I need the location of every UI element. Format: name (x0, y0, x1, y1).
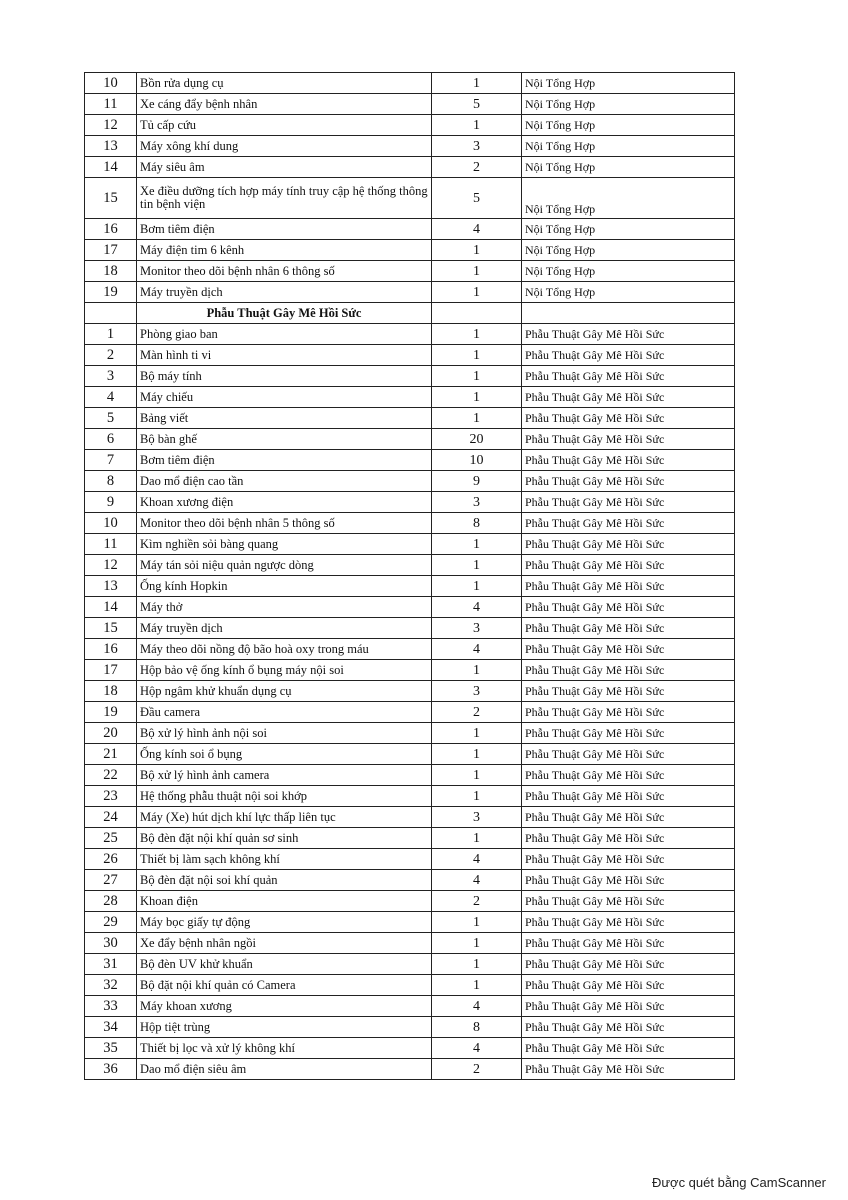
quantity-cell: 1 (432, 387, 522, 408)
row-number-cell: 13 (85, 576, 137, 597)
table-row (85, 345, 735, 366)
equipment-name-cell: Bảng viết (137, 408, 432, 429)
quantity-cell: 1 (432, 912, 522, 933)
department-cell: Phẫu Thuật Gây Mê Hồi Sức (522, 849, 735, 870)
table-row (85, 912, 735, 933)
equipment-name-cell: Bộ đèn đặt nội soi khí quản (137, 870, 432, 891)
table-row (85, 157, 735, 178)
row-number-cell: 17 (85, 660, 137, 681)
equipment-name-cell: Bộ bàn ghế (137, 429, 432, 450)
department-cell: Phẫu Thuật Gây Mê Hồi Sức (522, 1059, 735, 1080)
equipment-name-cell: Máy siêu âm (137, 157, 432, 178)
table-row (85, 513, 735, 534)
row-number-cell: 19 (85, 282, 137, 303)
equipment-name-cell: Thiết bị làm sạch không khí (137, 849, 432, 870)
table-row (85, 219, 735, 240)
quantity-cell: 8 (432, 1017, 522, 1038)
row-number-cell: 35 (85, 1038, 137, 1059)
department-cell: Phẫu Thuật Gây Mê Hồi Sức (522, 555, 735, 576)
table-row (85, 891, 735, 912)
equipment-name-cell: Dao mổ điện cao tần (137, 471, 432, 492)
department-cell: Nội Tổng Hợp (522, 219, 735, 240)
table-row (85, 136, 735, 157)
quantity-cell: 1 (432, 576, 522, 597)
equipment-name-cell: Hệ thống phẫu thuật nội soi khớp (137, 786, 432, 807)
row-number-cell: 16 (85, 639, 137, 660)
row-number-cell: 21 (85, 744, 137, 765)
row-number-cell: 14 (85, 157, 137, 178)
quantity-cell: 1 (432, 345, 522, 366)
equipment-name-cell: Tủ cấp cứu (137, 115, 432, 136)
table-row (85, 282, 735, 303)
department-cell: Phẫu Thuật Gây Mê Hồi Sức (522, 828, 735, 849)
table-row (85, 744, 735, 765)
department-cell: Phẫu Thuật Gây Mê Hồi Sức (522, 324, 735, 345)
quantity-cell: 1 (432, 408, 522, 429)
quantity-cell: 1 (432, 115, 522, 136)
row-number-cell: 12 (85, 555, 137, 576)
table-row (85, 723, 735, 744)
equipment-name-cell: Bồn rửa dụng cụ (137, 73, 432, 94)
quantity-cell: 2 (432, 157, 522, 178)
department-cell: Phẫu Thuật Gây Mê Hồi Sức (522, 639, 735, 660)
row-number-cell: 7 (85, 450, 137, 471)
department-cell: Nội Tổng Hợp (522, 115, 735, 136)
quantity-cell: 4 (432, 849, 522, 870)
quantity-cell: 3 (432, 618, 522, 639)
quantity-cell: 4 (432, 996, 522, 1017)
row-number-cell: 20 (85, 723, 137, 744)
department-cell: Phẫu Thuật Gây Mê Hồi Sức (522, 618, 735, 639)
table-row (85, 387, 735, 408)
row-number-cell: 12 (85, 115, 137, 136)
department-cell: Phẫu Thuật Gây Mê Hồi Sức (522, 576, 735, 597)
quantity-cell: 4 (432, 870, 522, 891)
department-cell: Phẫu Thuật Gây Mê Hồi Sức (522, 450, 735, 471)
row-number-cell: 15 (85, 618, 137, 639)
row-number-cell: 14 (85, 597, 137, 618)
equipment-name-cell: Phòng giao ban (137, 324, 432, 345)
department-cell: Phẫu Thuật Gây Mê Hồi Sức (522, 870, 735, 891)
department-cell: Phẫu Thuật Gây Mê Hồi Sức (522, 660, 735, 681)
quantity-cell: 1 (432, 660, 522, 681)
quantity-cell: 1 (432, 954, 522, 975)
quantity-cell: 2 (432, 702, 522, 723)
table-row (85, 1059, 735, 1080)
equipment-name-cell: Bộ đèn UV khử khuẩn (137, 954, 432, 975)
equipment-table-body (85, 73, 735, 1080)
table-row (85, 765, 735, 786)
equipment-name-cell: Bộ xử lý hình ảnh camera (137, 765, 432, 786)
table-row (85, 73, 735, 94)
row-number-cell: 15 (85, 178, 137, 219)
table-row (85, 1038, 735, 1059)
department-cell: Phẫu Thuật Gây Mê Hồi Sức (522, 387, 735, 408)
table-row (85, 849, 735, 870)
row-number-cell: 32 (85, 975, 137, 996)
quantity-cell: 3 (432, 492, 522, 513)
table-row (85, 261, 735, 282)
equipment-name-cell: Đầu camera (137, 702, 432, 723)
row-number-cell: 16 (85, 219, 137, 240)
equipment-name-cell: Ống kính Hopkin (137, 576, 432, 597)
department-cell: Nội Tổng Hợp (522, 178, 735, 219)
department-cell: Phẫu Thuật Gây Mê Hồi Sức (522, 786, 735, 807)
table-row (85, 1017, 735, 1038)
department-cell: Phẫu Thuật Gây Mê Hồi Sức (522, 513, 735, 534)
row-number-cell: 3 (85, 366, 137, 387)
quantity-cell: 10 (432, 450, 522, 471)
equipment-name-cell: Xe điều dưỡng tích hợp máy tính truy cập hệ thống thông tin bệnh viện (137, 178, 432, 219)
department-cell: Nội Tổng Hợp (522, 261, 735, 282)
equipment-name-cell: Màn hình ti vi (137, 345, 432, 366)
equipment-name-cell: Bơm tiêm điện (137, 219, 432, 240)
row-number-cell: 13 (85, 136, 137, 157)
equipment-name-cell: Xe cáng đẩy bệnh nhân (137, 94, 432, 115)
row-number-cell: 26 (85, 849, 137, 870)
equipment-name-cell: Phẫu Thuật Gây Mê Hồi Sức (137, 303, 432, 324)
department-cell: Phẫu Thuật Gây Mê Hồi Sức (522, 681, 735, 702)
equipment-name-cell: Máy thở (137, 597, 432, 618)
camscanner-watermark: Được quét bằng CamScanner (651, 1175, 826, 1190)
table-row (85, 702, 735, 723)
equipment-name-cell: Hộp ngâm khử khuẩn dụng cụ (137, 681, 432, 702)
row-number-cell: 25 (85, 828, 137, 849)
quantity-cell: 1 (432, 828, 522, 849)
quantity-cell: 1 (432, 73, 522, 94)
equipment-name-cell: Thiết bị lọc và xử lý không khí (137, 1038, 432, 1059)
equipment-name-cell: Kìm nghiền sỏi bàng quang (137, 534, 432, 555)
row-number-cell: 4 (85, 387, 137, 408)
department-cell: Nội Tổng Hợp (522, 282, 735, 303)
department-cell: Phẫu Thuật Gây Mê Hồi Sức (522, 807, 735, 828)
row-number-cell: 31 (85, 954, 137, 975)
row-number-cell: 6 (85, 429, 137, 450)
table-row (85, 576, 735, 597)
table-row (85, 471, 735, 492)
row-number-cell: 10 (85, 513, 137, 534)
department-cell: Phẫu Thuật Gây Mê Hồi Sức (522, 471, 735, 492)
department-cell: Phẫu Thuật Gây Mê Hồi Sức (522, 408, 735, 429)
quantity-cell: 3 (432, 136, 522, 157)
equipment-name-cell: Máy điện tim 6 kênh (137, 240, 432, 261)
quantity-cell: 5 (432, 94, 522, 115)
quantity-cell: 1 (432, 723, 522, 744)
row-number-cell: 2 (85, 345, 137, 366)
quantity-cell: 3 (432, 681, 522, 702)
table-row (85, 828, 735, 849)
row-number-cell: 27 (85, 870, 137, 891)
quantity-cell: 1 (432, 324, 522, 345)
equipment-table (84, 72, 735, 1080)
table-row (85, 975, 735, 996)
table-row (85, 240, 735, 261)
table-row (85, 786, 735, 807)
quantity-cell: 4 (432, 1038, 522, 1059)
row-number-cell: 11 (85, 94, 137, 115)
quantity-cell: 1 (432, 786, 522, 807)
quantity-cell: 2 (432, 1059, 522, 1080)
equipment-name-cell: Máy truyền dịch (137, 282, 432, 303)
quantity-cell: 5 (432, 178, 522, 219)
table-row (85, 660, 735, 681)
department-cell: Phẫu Thuật Gây Mê Hồi Sức (522, 765, 735, 786)
row-number-cell: 34 (85, 1017, 137, 1038)
department-cell (522, 303, 735, 324)
quantity-cell: 1 (432, 261, 522, 282)
equipment-name-cell: Máy tán sỏi niệu quản ngược dòng (137, 555, 432, 576)
table-row (85, 450, 735, 471)
equipment-name-cell: Xe đẩy bệnh nhân ngồi (137, 933, 432, 954)
department-cell: Phẫu Thuật Gây Mê Hồi Sức (522, 597, 735, 618)
department-cell: Phẫu Thuật Gây Mê Hồi Sức (522, 366, 735, 387)
row-number-cell: 18 (85, 681, 137, 702)
equipment-name-cell: Máy khoan xương (137, 996, 432, 1017)
row-number-cell: 24 (85, 807, 137, 828)
equipment-name-cell: Monitor theo dõi bệnh nhân 6 thông số (137, 261, 432, 282)
department-cell: Phẫu Thuật Gây Mê Hồi Sức (522, 933, 735, 954)
table-row (85, 954, 735, 975)
department-cell: Phẫu Thuật Gây Mê Hồi Sức (522, 534, 735, 555)
equipment-name-cell: Hộp bảo vệ ống kính ổ bụng máy nội soi (137, 660, 432, 681)
table-row (85, 408, 735, 429)
department-cell: Phẫu Thuật Gây Mê Hồi Sức (522, 492, 735, 513)
equipment-name-cell: Khoan xương điện (137, 492, 432, 513)
table-row (85, 555, 735, 576)
department-cell: Nội Tổng Hợp (522, 157, 735, 178)
quantity-cell: 4 (432, 597, 522, 618)
row-number-cell: 19 (85, 702, 137, 723)
row-number-cell: 8 (85, 471, 137, 492)
table-row (85, 807, 735, 828)
table-row (85, 94, 735, 115)
department-cell: Phẫu Thuật Gây Mê Hồi Sức (522, 723, 735, 744)
equipment-name-cell: Máy chiếu (137, 387, 432, 408)
equipment-name-cell: Khoan điện (137, 891, 432, 912)
section-header-row (85, 303, 735, 324)
equipment-name-cell: Bộ máy tính (137, 366, 432, 387)
department-cell: Nội Tổng Hợp (522, 136, 735, 157)
table-row (85, 366, 735, 387)
row-number-cell: 9 (85, 492, 137, 513)
row-number-cell: 23 (85, 786, 137, 807)
table-row (85, 178, 735, 219)
row-number-cell: 11 (85, 534, 137, 555)
table-row (85, 681, 735, 702)
equipment-name-cell: Máy xông khí dung (137, 136, 432, 157)
equipment-name-cell: Bơm tiêm điện (137, 450, 432, 471)
equipment-name-cell: Máy (Xe) hút dịch khí lực thấp liên tục (137, 807, 432, 828)
department-cell: Phẫu Thuật Gây Mê Hồi Sức (522, 744, 735, 765)
quantity-cell: 1 (432, 240, 522, 261)
quantity-cell: 8 (432, 513, 522, 534)
quantity-cell: 3 (432, 807, 522, 828)
row-number-cell: 33 (85, 996, 137, 1017)
table-row (85, 534, 735, 555)
row-number-cell (85, 303, 137, 324)
department-cell: Phẫu Thuật Gây Mê Hồi Sức (522, 1017, 735, 1038)
department-cell: Phẫu Thuật Gây Mê Hồi Sức (522, 912, 735, 933)
quantity-cell: 20 (432, 429, 522, 450)
quantity-cell: 4 (432, 639, 522, 660)
equipment-name-cell: Máy bọc giấy tự động (137, 912, 432, 933)
department-cell: Phẫu Thuật Gây Mê Hồi Sức (522, 996, 735, 1017)
department-cell: Nội Tổng Hợp (522, 73, 735, 94)
quantity-cell: 2 (432, 891, 522, 912)
row-number-cell: 17 (85, 240, 137, 261)
table-row (85, 597, 735, 618)
quantity-cell: 1 (432, 975, 522, 996)
department-cell: Phẫu Thuật Gây Mê Hồi Sức (522, 702, 735, 723)
department-cell: Nội Tổng Hợp (522, 240, 735, 261)
table-row (85, 996, 735, 1017)
row-number-cell: 10 (85, 73, 137, 94)
equipment-name-cell: Bộ xử lý hình ảnh nội soi (137, 723, 432, 744)
table-row (85, 429, 735, 450)
department-cell: Phẫu Thuật Gây Mê Hồi Sức (522, 1038, 735, 1059)
quantity-cell: 1 (432, 555, 522, 576)
quantity-cell: 1 (432, 366, 522, 387)
equipment-name-cell: Bộ đèn đặt nội khí quản sơ sinh (137, 828, 432, 849)
quantity-cell: 1 (432, 282, 522, 303)
table-row (85, 870, 735, 891)
row-number-cell: 36 (85, 1059, 137, 1080)
equipment-name-cell: Hộp tiệt trùng (137, 1017, 432, 1038)
table-row (85, 115, 735, 136)
department-cell: Phẫu Thuật Gây Mê Hồi Sức (522, 954, 735, 975)
row-number-cell: 29 (85, 912, 137, 933)
quantity-cell (432, 303, 522, 324)
department-cell: Nội Tổng Hợp (522, 94, 735, 115)
equipment-name-cell: Máy theo dõi nồng độ bão hoà oxy trong máu (137, 639, 432, 660)
table-row (85, 618, 735, 639)
quantity-cell: 1 (432, 765, 522, 786)
equipment-name-cell: Bộ đặt nội khí quản có Camera (137, 975, 432, 996)
table-row (85, 492, 735, 513)
department-cell: Phẫu Thuật Gây Mê Hồi Sức (522, 345, 735, 366)
row-number-cell: 30 (85, 933, 137, 954)
quantity-cell: 4 (432, 219, 522, 240)
equipment-name-cell: Dao mổ điện siêu âm (137, 1059, 432, 1080)
table-row (85, 639, 735, 660)
equipment-name-cell: Monitor theo dõi bệnh nhân 5 thông số (137, 513, 432, 534)
quantity-cell: 1 (432, 744, 522, 765)
department-cell: Phẫu Thuật Gây Mê Hồi Sức (522, 429, 735, 450)
row-number-cell: 1 (85, 324, 137, 345)
department-cell: Phẫu Thuật Gây Mê Hồi Sức (522, 975, 735, 996)
department-cell: Phẫu Thuật Gây Mê Hồi Sức (522, 891, 735, 912)
row-number-cell: 5 (85, 408, 137, 429)
row-number-cell: 18 (85, 261, 137, 282)
quantity-cell: 1 (432, 933, 522, 954)
quantity-cell: 9 (432, 471, 522, 492)
quantity-cell: 1 (432, 534, 522, 555)
table-row (85, 324, 735, 345)
table-row (85, 933, 735, 954)
equipment-name-cell: Ống kính soi ổ bụng (137, 744, 432, 765)
equipment-name-cell: Máy truyền dịch (137, 618, 432, 639)
row-number-cell: 22 (85, 765, 137, 786)
row-number-cell: 28 (85, 891, 137, 912)
